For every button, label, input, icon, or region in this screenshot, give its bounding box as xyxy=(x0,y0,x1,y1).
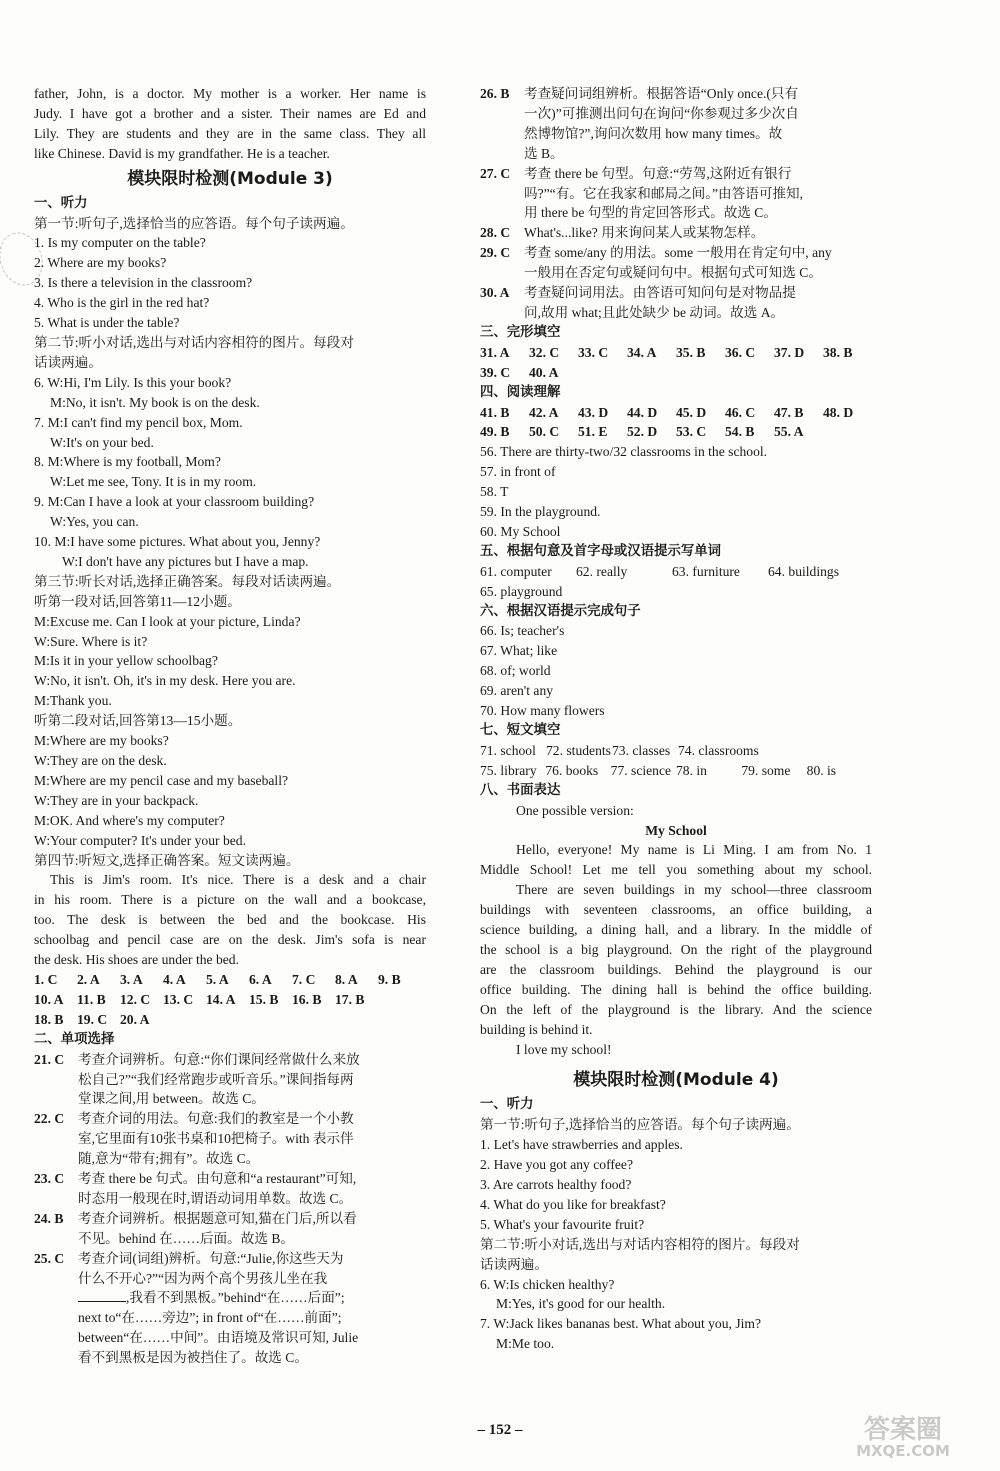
explanation-line: 然博物馆?”,询问次数用 how many times。故 xyxy=(524,125,783,141)
listening-sentence: 3. Are carrots healthy food? xyxy=(480,1177,632,1193)
dialogue-line: M:Is it in your yellow schoolbag? xyxy=(34,653,218,669)
answer-row xyxy=(480,363,872,383)
listening-part2-instructions: 话读两遍。 xyxy=(34,354,102,370)
answer-cell: 49. B xyxy=(480,424,510,440)
section-title-sentence-completion: 六、根据汉语提示完成句子 xyxy=(480,603,641,619)
listening-sentence: 2. Have you got any coffee? xyxy=(480,1157,633,1173)
reading-text-answer: 59. In the playground. xyxy=(480,504,601,520)
answer-cell: 74. classrooms xyxy=(678,742,759,758)
explanation-line: 堂课之间,用 between。故选 C。 xyxy=(78,1091,265,1107)
module-3-title: 模块限时检测(Module 3) xyxy=(127,168,333,189)
listening-part2-instructions: 第二节:听小对话,选出与对话内容相符的图片。每段对 xyxy=(34,334,354,350)
watermark-text: 答案圈 xyxy=(863,1415,943,1445)
essay-title: My School xyxy=(645,822,707,838)
explanation-line: 问,故用 what;且此处缺少 be 动词。故选 A。 xyxy=(524,304,785,320)
listening-part3-subtitle: 听第一段对话,回答第11—12小题。 xyxy=(34,593,241,609)
explanation-line: 考查 there be 句式。由句意和“a restaurant”可知, xyxy=(78,1171,357,1187)
explanation-line: What's...like? 用来询问某人或某物怎样。 xyxy=(524,225,765,241)
reading-text-answer: 56. There are thirty-two/32 classrooms in the school. xyxy=(480,444,768,460)
answer-cell: 41. B xyxy=(480,404,510,420)
answer-cell: 5. A xyxy=(206,971,229,987)
passage-fill-answers xyxy=(480,741,872,781)
dialogue-line: 8. M:Where is my football, Mom? xyxy=(34,454,221,470)
answer-cell: 7. C xyxy=(292,971,316,987)
listening-part2-instructions: 话读两遍。 xyxy=(480,1256,548,1272)
answer-cell: 39. C xyxy=(480,364,511,380)
dialogue-line: W:They are in your backpack. xyxy=(34,792,199,808)
answer-cell: 75. library xyxy=(480,762,537,778)
section-title-cloze: 三、完形填空 xyxy=(480,324,561,340)
answer-cell: 20. A xyxy=(120,1011,150,1027)
cloze-answers xyxy=(480,343,872,383)
explanation-line: 吗?”“有。它在我家和邮局之间。”由答语可推知, xyxy=(524,185,804,201)
essay-line: On the left of the playground is the library. And the science xyxy=(480,1001,872,1017)
dialogue-line: W:It's on your bed. xyxy=(50,434,154,450)
answer-number: 22. C xyxy=(34,1111,65,1127)
intro-line: like Chinese. David is my grandfather. He is a teacher. xyxy=(34,145,330,161)
answer-cell: 47. B xyxy=(774,404,804,420)
explanation-line: 室,它里面有10张书桌和10把椅子。with 表示伴 xyxy=(78,1131,354,1147)
answer-cell: 19. C xyxy=(77,1011,108,1027)
explanation-line: 考查介词辨析。根据题意可知,猫在门后,所以看 xyxy=(78,1210,357,1226)
section-title-writing: 八、书面表达 xyxy=(480,782,561,798)
explanation-line: next to“在……旁边”; in front of“在……前面”; xyxy=(78,1310,342,1326)
passage-line: This is Jim's room. It's nice. There is a desk and a chair xyxy=(50,872,426,888)
intro-line: father, John, is a doctor. My mother is a worker. Her name is xyxy=(34,86,426,101)
dialogue-line: W:Your computer? It's under your bed. xyxy=(34,832,246,848)
explanation-line: 考查 some/any 的用法。some 一般用在肯定句中, any xyxy=(524,245,832,261)
answer-cell: 65. playground xyxy=(480,583,563,599)
answer-cell: 61. computer xyxy=(480,563,552,579)
answer-number: 26. B xyxy=(480,86,510,101)
listening-sentence: 4. Who is the girl in the red hat? xyxy=(34,295,210,311)
explanation-item xyxy=(480,164,872,224)
dialogue-line: W:Let me see, Tony. It is in my room. xyxy=(50,474,257,490)
intro-line: Lily. They are students and they are in the same class. They all xyxy=(34,125,426,141)
answer-cell: 33. C xyxy=(578,344,609,360)
explanations-26-30 xyxy=(480,84,872,323)
section-title-reading: 四、阅读理解 xyxy=(480,384,561,400)
explanation-item xyxy=(34,1209,426,1249)
answer-cell: 9. B xyxy=(378,971,401,987)
dialogue-line: 6. W:Hi, I'm Lily. Is this your book? xyxy=(34,374,232,390)
listening-part1-instructions: 第一节:听句子,选择恰当的应答语。每个句子读两遍。 xyxy=(480,1117,800,1133)
answer-number: 29. C xyxy=(480,245,511,261)
answer-number: 28. C xyxy=(480,225,511,241)
explanation-line: 一般用在否定句或疑问句中。根据句式可知选 C。 xyxy=(524,265,822,281)
writing-intro: One possible version: xyxy=(516,802,634,818)
sentence-answer: 67. What; like xyxy=(480,643,558,659)
listening-sentence: 1. Is my computer on the table? xyxy=(34,235,206,251)
reading-answers xyxy=(480,403,872,443)
module-4-title: 模块限时检测(Module 4) xyxy=(573,1070,779,1091)
explanation-line: 时态用一般现在时,谓语动词用单数。故选 C。 xyxy=(78,1190,353,1206)
answer-cell: 63. furniture xyxy=(672,563,740,579)
answer-number: 27. C xyxy=(480,165,511,181)
answer-cell: 17. B xyxy=(335,991,365,1007)
answer-row xyxy=(480,562,872,582)
dialogue-line: M:OK. And where's my computer? xyxy=(34,812,225,828)
answer-row xyxy=(480,761,872,781)
answer-cell: 50. C xyxy=(529,424,560,440)
essay-line: There are seven buildings in my school—three classroom xyxy=(516,882,872,898)
answer-number: 25. C xyxy=(34,1250,65,1266)
dialogue-line: W:I don't have any pictures but I have a map. xyxy=(62,553,309,569)
answer-row xyxy=(34,990,426,1010)
explanation-line: 一次)”可推测出问句在询问“你参观过多少次自 xyxy=(524,105,799,121)
sentence-answer: 70. How many flowers xyxy=(480,703,605,719)
passage-line: in his room. There is a picture on the wall and a bookcase, xyxy=(34,892,426,908)
essay-line: are the classroom buildings. Behind the playground is our xyxy=(480,961,872,977)
reading-text-answer: 58. T xyxy=(480,484,509,500)
fill-blank xyxy=(78,1289,126,1302)
answer-cell: 80. is xyxy=(806,762,837,778)
answer-cell: 37. D xyxy=(774,344,805,360)
answer-cell: 34. A xyxy=(627,344,657,360)
word-fill-answers xyxy=(480,562,872,602)
answer-cell: 4. A xyxy=(163,971,186,987)
section-title-word-fill: 五、根据句意及首字母或汉语提示写单词 xyxy=(480,543,722,559)
answer-cell: 36. C xyxy=(725,344,756,360)
dialogue-line: W:They are on the desk. xyxy=(34,753,167,768)
dialogue-line: W:No, it isn't. Oh, it's in my desk. Here you are. xyxy=(34,673,296,689)
dialogue-line: M:No, it isn't. My book is on the desk. xyxy=(50,394,260,410)
explanation-line: 考查 there be 句型。句意:“劳驾,这附近有银行 xyxy=(524,165,792,181)
reading-text-answer: 60. My School xyxy=(480,523,561,539)
answer-cell: 14. A xyxy=(206,991,236,1007)
explanation-line: 用 there be 句型的肯定回答形式。故选 C。 xyxy=(524,205,777,221)
answer-cell: 31. A xyxy=(480,344,510,360)
section-title-listening-m4: 一、听力 xyxy=(480,1097,534,1113)
answer-row xyxy=(480,403,872,423)
dialogue-line: 10. M:I have some pictures. What about you, Jenny? xyxy=(34,534,321,550)
answer-cell: 73. classes xyxy=(612,742,671,758)
answer-cell: 48. D xyxy=(823,404,854,420)
answer-cell: 8. A xyxy=(335,971,358,987)
answer-cell: 79. some xyxy=(741,762,791,778)
listening-sentence: 5. What's your favourite fruit? xyxy=(480,1216,645,1232)
essay-line: building is behind it. xyxy=(480,1021,593,1037)
answer-number: 24. B xyxy=(34,1210,64,1226)
explanation-line: 松自己?”“我们经常跑步或听音乐。”课间指每两 xyxy=(78,1071,354,1087)
dialogue-line: 7. W:Jack likes bananas best. What about you, Jim? xyxy=(480,1316,762,1332)
watermark-logo xyxy=(822,1408,984,1460)
listening-part3-subtitle: 听第二段对话,回答第13—15小题。 xyxy=(34,713,242,729)
listening-sentence: 2. Where are my books? xyxy=(34,255,167,271)
essay-line: science building, a dining hall, and a library. In the middle of xyxy=(480,922,872,938)
explanation-item-25 xyxy=(34,1249,426,1368)
answer-cell: 43. D xyxy=(578,404,609,420)
answer-cell: 38. B xyxy=(823,344,853,360)
answer-number: 23. C xyxy=(34,1171,65,1187)
page-number: – 152 – xyxy=(477,1422,523,1438)
answer-cell: 44. D xyxy=(627,404,658,420)
answer-cell: 13. C xyxy=(163,991,194,1007)
sentence-answer: 66. Is; teacher's xyxy=(480,623,565,639)
answer-cell: 45. D xyxy=(676,404,707,420)
answer-cell: 10. A xyxy=(34,991,64,1007)
explanation-line: 随,意为“带有;拥有”。故选 C。 xyxy=(78,1151,260,1167)
sentence-answer: 69. aren't any xyxy=(480,683,554,699)
explanation-line: between“在……中间”。由语境及常识可知, Julie xyxy=(78,1330,359,1346)
dialogue-line: W:Sure. Where is it? xyxy=(34,633,148,649)
answer-cell: 52. D xyxy=(627,424,658,440)
answer-number: 21. C xyxy=(34,1051,65,1067)
explanations-21-24 xyxy=(34,1050,426,1249)
explanation-item xyxy=(34,1050,426,1110)
answer-row xyxy=(480,582,872,602)
intro-line: Judy. I have got a brother and a sister. Their names are Ed and xyxy=(34,105,426,121)
answer-cell: 11. B xyxy=(77,991,106,1007)
listening-part4-instructions: 第四节:听短文,选择正确答案。短文读两遍。 xyxy=(34,852,300,868)
dialogue-line: 9. M:Can I have a look at your classroom building? xyxy=(34,494,315,510)
answer-cell: 53. C xyxy=(676,424,707,440)
explanation-line: 看不到黑板是因为被挡住了。故选 C。 xyxy=(78,1350,308,1366)
essay-line: office building. The dining hall is behind the office building. xyxy=(480,981,872,997)
answer-row xyxy=(34,970,426,990)
section-title-passage-fill: 七、短文填空 xyxy=(480,723,561,738)
explanation-item xyxy=(34,1109,426,1169)
answer-number: 30. A xyxy=(480,285,510,301)
explanation-item xyxy=(480,223,872,243)
listening-answers xyxy=(34,970,426,1030)
answer-cell: 3. A xyxy=(120,971,143,987)
reading-text-answer: 57. in front of xyxy=(480,464,556,480)
dialogue-line: 7. M:I can't find my pencil box, Mom. xyxy=(34,414,243,430)
explanation-line: 考查介词(词组)辨析。句意:“Julie,你这些天为 xyxy=(78,1250,344,1266)
answer-cell: 72. students xyxy=(546,742,611,758)
answer-cell: 54. B xyxy=(725,424,755,440)
listening-sentence: 5. What is under the table? xyxy=(34,315,180,331)
answer-cell: 77. science xyxy=(610,762,672,778)
listening-sentence: 1. Let's have strawberries and apples. xyxy=(480,1137,683,1153)
section-title-single-choice: 二、单项选择 xyxy=(34,1031,115,1047)
left-column xyxy=(34,84,426,1368)
listening-part2-instructions: 第二节:听小对话,选出与对话内容相符的图片。每段对 xyxy=(480,1236,800,1252)
answer-row xyxy=(480,741,872,761)
explanation-line: 考查介词的用法。句意:我们的教室是一个小教 xyxy=(78,1111,354,1127)
listening-sentence: 3. Is there a television in the classroom? xyxy=(34,275,253,291)
dialogue-line: 6. W:Is chicken healthy? xyxy=(480,1276,615,1292)
answer-cell: 64. buildings xyxy=(768,563,839,579)
answer-row xyxy=(480,343,872,363)
answer-cell: 71. school xyxy=(480,742,536,758)
section-title-listening: 一、听力 xyxy=(34,195,88,211)
answer-cell: 12. C xyxy=(120,991,151,1007)
essay-line: the school is a big playground. On the right of the playground xyxy=(480,941,872,957)
explanation-line: 考查疑问词组辨析。根据答语“Only once.(只有 xyxy=(524,86,799,101)
dialogue-line: M:Excuse me. Can I look at your picture, Linda? xyxy=(34,613,301,629)
passage-line: the desk. His shoes are under the bed. xyxy=(34,952,239,968)
answer-row xyxy=(480,422,872,442)
answer-cell: 16. B xyxy=(292,991,322,1007)
explanation-line: 不见。behind 在……后面。故选 B。 xyxy=(78,1230,294,1246)
dialogue-line: M:Where are my pencil case and my baseball? xyxy=(34,772,289,788)
answer-cell: 51. E xyxy=(578,424,608,440)
answer-row xyxy=(34,1010,426,1030)
dialogue-line: M:Yes, it's good for our health. xyxy=(496,1296,666,1312)
essay-line: I love my school! xyxy=(516,1041,612,1057)
answer-cell: 32. C xyxy=(529,344,560,360)
answer-cell: 62. really xyxy=(576,563,628,579)
answer-cell: 55. A xyxy=(774,424,804,440)
explanation-line: 选 B。 xyxy=(524,145,564,161)
answer-cell: 76. books xyxy=(545,762,599,778)
dialogue-line: W:Yes, you can. xyxy=(50,514,139,530)
answer-cell: 46. C xyxy=(725,404,756,420)
answer-cell: 18. B xyxy=(34,1011,64,1027)
answer-cell: 1. C xyxy=(34,971,58,987)
answer-cell: 35. B xyxy=(676,344,706,360)
sentence-answer: 68. of; world xyxy=(480,663,551,679)
passage-line: schoolbag and pencil case are on the desk. Jim's sofa is near xyxy=(34,932,426,948)
essay-line: Middle School! Let me tell you something about my school. xyxy=(480,862,872,878)
essay-line: buildings with seventeen classrooms, an office building, a xyxy=(480,902,872,918)
answer-cell: 78. in xyxy=(675,762,707,778)
explanation-item xyxy=(480,283,872,323)
answer-cell: 40. A xyxy=(529,364,559,380)
dialogue-line: M:Where are my books? xyxy=(34,733,169,749)
answer-cell: 6. A xyxy=(249,971,272,987)
explanation-item xyxy=(34,1169,426,1209)
dialogue-line: M:Thank you. xyxy=(34,693,112,709)
answer-cell: 15. B xyxy=(249,991,279,1007)
explanation-item xyxy=(480,84,872,164)
passage-line: too. The desk is between the bed and the bookcase. His xyxy=(34,912,426,928)
explanation-item xyxy=(480,243,872,283)
answer-cell: 2. A xyxy=(77,971,100,987)
answer-cell: 42. A xyxy=(529,404,559,420)
explanation-line: 考查介词辨析。句意:“你们课间经常做什么来放 xyxy=(78,1051,360,1067)
explanation-line: ,我看不到黑板。”behind“在……后面”; xyxy=(126,1290,345,1306)
essay-line: Hello, everyone! My name is Li Ming. I am from No. 1 xyxy=(516,842,872,858)
watermark-url: MXQE.COM xyxy=(856,1442,950,1460)
explanation-line: 什么不开心?”“因为两个高个男孩儿坐在我 xyxy=(78,1270,328,1286)
right-column xyxy=(480,84,872,1354)
explanation-line: 考查疑问词用法。由答语可知问句是对物品提 xyxy=(524,285,796,301)
listening-part1-instructions: 第一节:听句子,选择恰当的应答语。每个句子读两遍。 xyxy=(34,215,354,231)
listening-sentence: 4. What do you like for breakfast? xyxy=(480,1196,666,1212)
listening-part3-instructions: 第三节:听长对话,选择正确答案。每段对话读两遍。 xyxy=(34,573,341,589)
dialogue-line: M:Me too. xyxy=(496,1336,555,1352)
